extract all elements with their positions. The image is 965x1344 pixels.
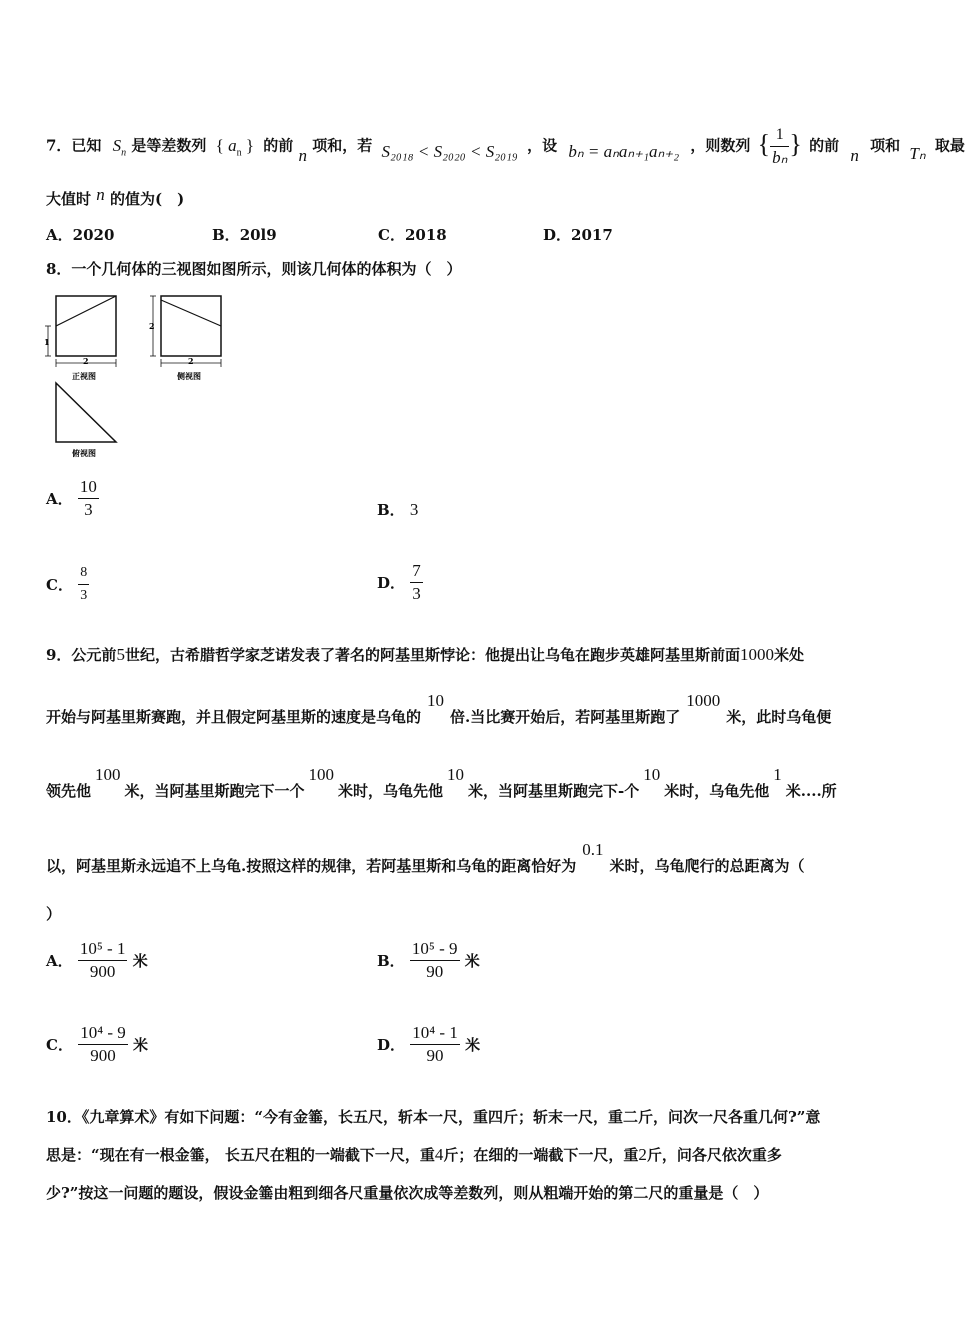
- q9-line1: 9．公元前5世纪，古希腊哲学家芝诺发表了著名的阿基里斯悖论：他提出让乌龟在跑步英雄阿基里斯前面1000米处: [46, 645, 804, 664]
- q7-n: n: [298, 145, 307, 165]
- top-view-label: 俯视图: [72, 448, 96, 458]
- q9-option-b[interactable]: B． $\frac{\text{10⁵ - 9}}{90}$ 米: [377, 939, 480, 981]
- q7-line1: [46, 124, 965, 169]
- side-view: [149, 296, 221, 381]
- q7-text8: 取最: [934, 136, 965, 155]
- q10-line3: 少?”按这一问题的题设，假设金箠由粗到细各尺重量依次成等差数列，则从粗端开始的第二尺的重量是（ ）: [46, 1184, 769, 1202]
- q7-sn: $S_n$: [112, 135, 127, 158]
- q8-option-c[interactable]: C． $\frac{8}{3}$: [46, 562, 89, 607]
- q7-bn-frac: { $\frac{1}{\text{bₙ}}$ }: [757, 126, 802, 167]
- q9-line3: 领先他100米，当阿基里斯跑完下一个100米时，乌龟先他10米，当阿基里斯跑完下-个10米时，乌龟先他1米....所: [46, 765, 837, 800]
- q7-line2-a: 大值时: [46, 190, 92, 208]
- q7-text2: 的前: [263, 136, 294, 155]
- q7-line2-b: 的值为( ): [109, 190, 185, 208]
- q9-option-c[interactable]: C． $\frac{\text{10⁴ - 9}}{900}$ 米: [46, 1023, 149, 1065]
- q9-line5: ）: [46, 905, 62, 923]
- q7-n3: n: [96, 185, 105, 204]
- q7-prefix: 7．已知: [46, 136, 102, 155]
- q7-line2: [46, 185, 185, 209]
- q7-text3: 项和，若: [312, 136, 373, 155]
- q7-text5: ，则数列: [690, 136, 751, 155]
- q10-line1: 10．《九章算术》有如下问题：“今有金箠，长五尺，斩本一尺，重四斤；斩末一尺，重二斤，问次一尺各重几何?”意: [46, 1108, 821, 1126]
- q9-line4: 以，阿基里斯永远追不上乌龟.按照这样的规律，若阿基里斯和乌龟的距离恰好为0.1米时，乌龟爬行的总距离为（: [46, 840, 805, 875]
- q7-text4: ，设: [527, 136, 558, 155]
- q7-text6: 的前: [809, 136, 840, 155]
- side-width-label: 2: [188, 356, 194, 366]
- q8-stem: 8．一个几何体的三视图如图所示，则该几何体的体积为（ ）: [46, 260, 462, 278]
- top-view: [56, 383, 116, 458]
- q8-option-d[interactable]: D． $\frac{7}{3}$: [377, 561, 421, 603]
- three-view-figure: [40, 290, 240, 462]
- q7-an-set: { $a_n$ }: [215, 135, 254, 158]
- side-view-label: 侧视图: [177, 371, 201, 381]
- q7-option-c[interactable]: C．2018: [378, 226, 447, 244]
- q8-option-b[interactable]: B． 3: [377, 500, 419, 519]
- q7-option-d[interactable]: D．2017: [543, 226, 613, 244]
- q7-tn: Tₙ: [909, 143, 926, 163]
- q7-text7: 项和: [870, 136, 901, 155]
- q7-text1: 是等差数列: [131, 136, 207, 155]
- q9-line2: 开始与阿基里斯赛跑，并且假定阿基里斯的速度是乌龟的10倍.当比赛开始后，若阿基里斯跑了1000米，此时乌龟便: [46, 691, 832, 726]
- side-height-label: 2: [149, 321, 155, 331]
- front-view-label: 正视图: [72, 371, 96, 381]
- q9-option-d[interactable]: D． $\frac{\text{10⁴ - 1}}{90}$ 米: [377, 1023, 481, 1065]
- front-view: [44, 296, 116, 381]
- q9-option-a[interactable]: A． $\frac{\text{10⁵ - 1}}{900}$ 米: [46, 939, 148, 981]
- q7-bn-def: bₙ = aₙaₙ₊₁aₙ₊₂: [568, 141, 680, 161]
- front-width-label: 2: [83, 356, 89, 366]
- q7-condition: S₂₀₁₈ < S₂₀₂₀ < S₂₀₁₉: [381, 141, 518, 161]
- q7-n2: n: [850, 145, 859, 165]
- q10-line2: 思是：“现在有一根金箠， 长五尺在粗的一端截下一尺，重4斤；在细的一端截下一尺，重2斤，问各尺依次重多: [46, 1145, 782, 1164]
- front-height-label: 1: [44, 337, 50, 347]
- q8-option-a[interactable]: A． $\frac{10}{3}$: [46, 477, 97, 519]
- q7-option-b[interactable]: B．20l9: [212, 226, 277, 244]
- q7-option-a[interactable]: A．2020: [46, 226, 115, 244]
